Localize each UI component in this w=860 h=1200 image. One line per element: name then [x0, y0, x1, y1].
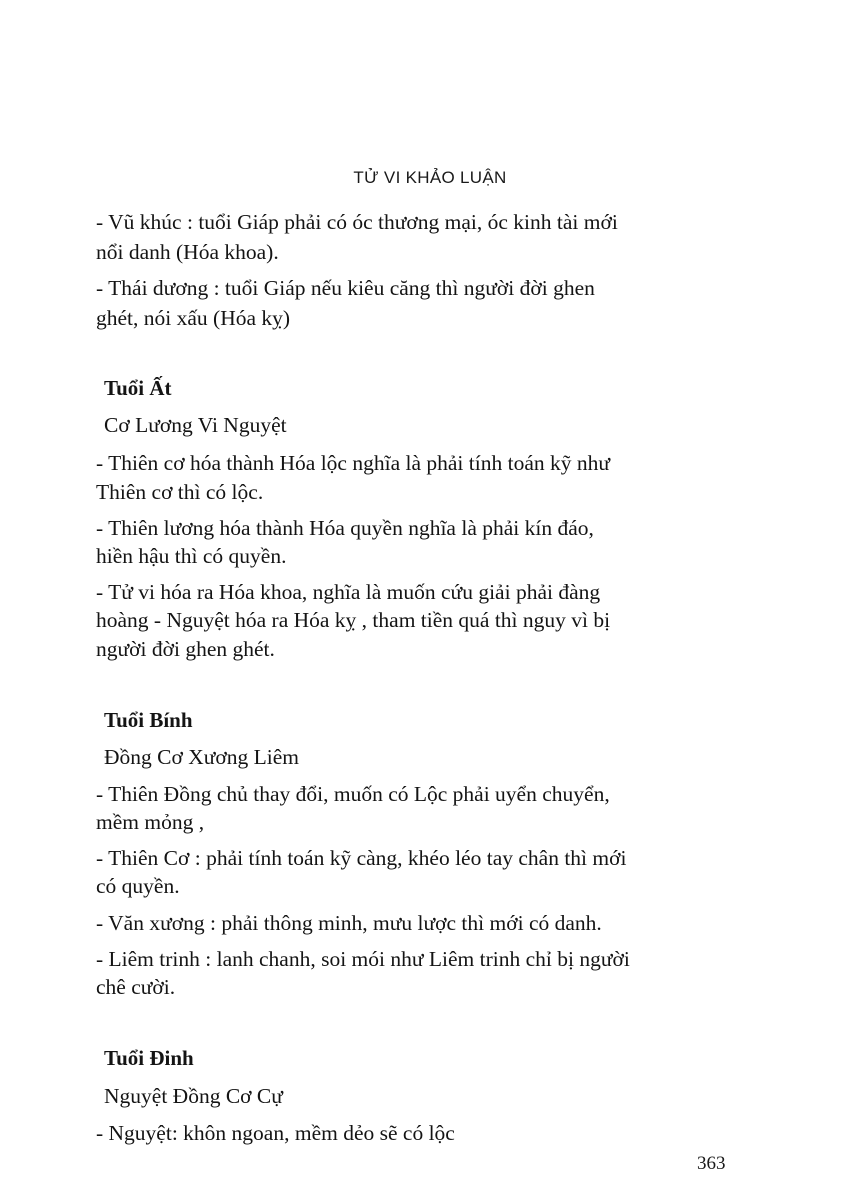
page-number: 363: [697, 1153, 726, 1174]
section-heading: Tuổi Bính: [104, 708, 193, 732]
section-heading: Tuổi Ất: [104, 376, 172, 400]
body-line: - Tử vi hóa ra Hóa khoa, nghĩa là muốn cứu giải phải đàng: [96, 580, 601, 604]
body-line: nổi danh (Hóa khoa).: [96, 240, 279, 264]
body-line: - Vũ khúc : tuổi Giáp phải có óc thương mại, óc kinh tài mới: [96, 210, 618, 234]
body-line: hiền hậu thì có quyền.: [96, 544, 287, 568]
section-heading: Tuổi Đinh: [104, 1046, 194, 1070]
body-line: - Thiên Cơ : phải tính toán kỹ càng, khéo léo tay chân thì mới: [96, 846, 627, 870]
running-head: TỬ VI KHẢO LUẬN: [353, 168, 507, 187]
body-line: ghét, nói xấu (Hóa kỵ): [96, 306, 291, 330]
body-line: người đời ghen ghét.: [96, 637, 275, 661]
body-line: mềm mỏng ,: [96, 810, 205, 834]
body-line: Thiên cơ thì có lộc.: [96, 480, 264, 504]
body-line: - Liêm trinh : lanh chanh, soi mói như Liêm trinh chỉ bị người: [96, 947, 630, 971]
body-line: - Nguyệt: khôn ngoan, mềm dẻo sẽ có lộc: [96, 1121, 455, 1145]
body-line: - Thiên lương hóa thành Hóa quyền nghĩa là phải kín đáo,: [96, 516, 594, 540]
body-line: có quyền.: [96, 874, 180, 898]
body-line: - Thiên Đồng chủ thay đổi, muốn có Lộc phải uyển chuyển,: [96, 782, 610, 806]
body-line: hoàng - Nguyệt hóa ra Hóa kỵ , tham tiền quá thì nguy vì bị: [96, 608, 611, 632]
body-line: - Thiên cơ hóa thành Hóa lộc nghĩa là phải tính toán kỹ như: [96, 451, 611, 475]
body-line: - Văn xương : phải thông minh, mưu lược thì mới có danh.: [96, 911, 602, 935]
section-subtitle: Nguyệt Đồng Cơ Cự: [104, 1084, 283, 1108]
section-subtitle: Cơ Lương Vi Nguyệt: [104, 413, 287, 437]
body-line: - Thái dương : tuổi Giáp nếu kiêu căng thì người đời ghen: [96, 276, 595, 300]
section-subtitle: Đồng Cơ Xương Liêm: [104, 745, 300, 769]
body-line: chê cười.: [96, 975, 176, 999]
